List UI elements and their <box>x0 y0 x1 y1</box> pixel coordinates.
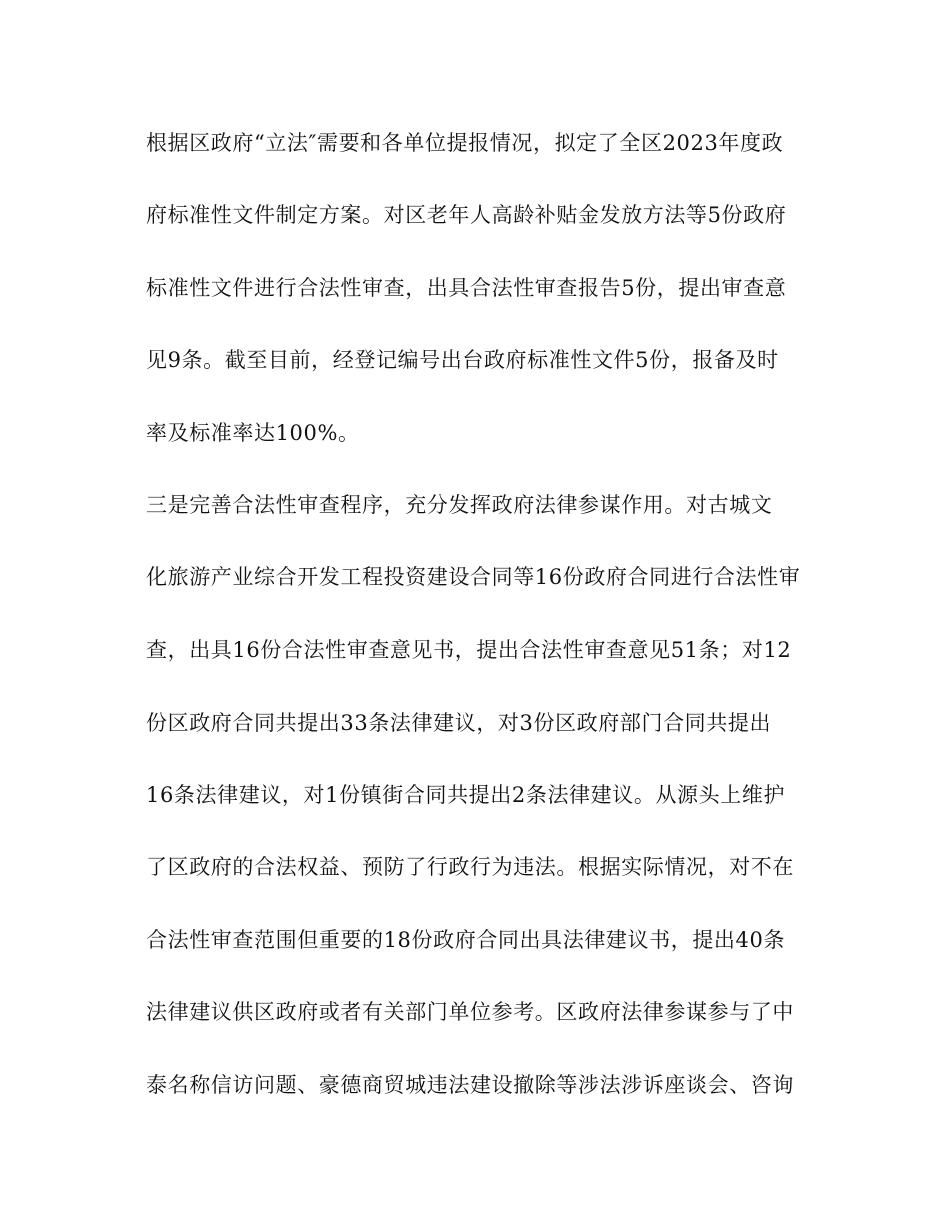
paragraph-line: 份区政府合同共提出33条法律建议，对3份区政府部门合同共提出 <box>146 711 772 735</box>
paragraph-line: 泰名称信访问题、豪德商贸城违法建设撤除等涉法涉诉座谈会、咨询 <box>146 1073 794 1097</box>
paragraph-line: 法律建议供区政府或者有关部门单位参考。区政府法律参谋参与了中 <box>146 1000 794 1024</box>
paragraph-line: 率及标准率达100%。 <box>146 421 360 445</box>
paragraph-line: 16条法律建议，对1份镇街合同共提出2条法律建议。从源头上维护 <box>146 783 786 807</box>
paragraph-line: 化旅游产业综合开发工程投资建设合同等16份政府合同进行合法性审 <box>146 565 801 589</box>
paragraph-line: 见9条。截至目前，经登记编号出台政府标准性文件5份，报备及时 <box>146 348 779 372</box>
paragraph-line: 查，出具16份合法性审查意见书，提出合法性审查意见51条；对12 <box>146 638 792 662</box>
paragraph-line: 标准性文件进行合法性审查，出具合法性审查报告5份，提出审查意 <box>146 276 787 300</box>
paragraph-line: 府标准性文件制定方案。对区老年人高龄补贴金发放方法等5份政府 <box>146 203 787 227</box>
paragraph-line: 三是完善合法性审查程序，充分发挥政府法律参谋作用。对古城文 <box>146 493 773 517</box>
paragraph-line: 了区政府的合法权益、预防了行政行为违法。根据实际情况，对不在 <box>146 855 794 879</box>
paragraph-line: 根据区政府“立法″需要和各单位提报情况，拟定了全区2023年度政 <box>146 131 784 155</box>
paragraph-line: 合法性审查范围但重要的18份政府合同出具法律建议书，提出40条 <box>146 928 786 952</box>
